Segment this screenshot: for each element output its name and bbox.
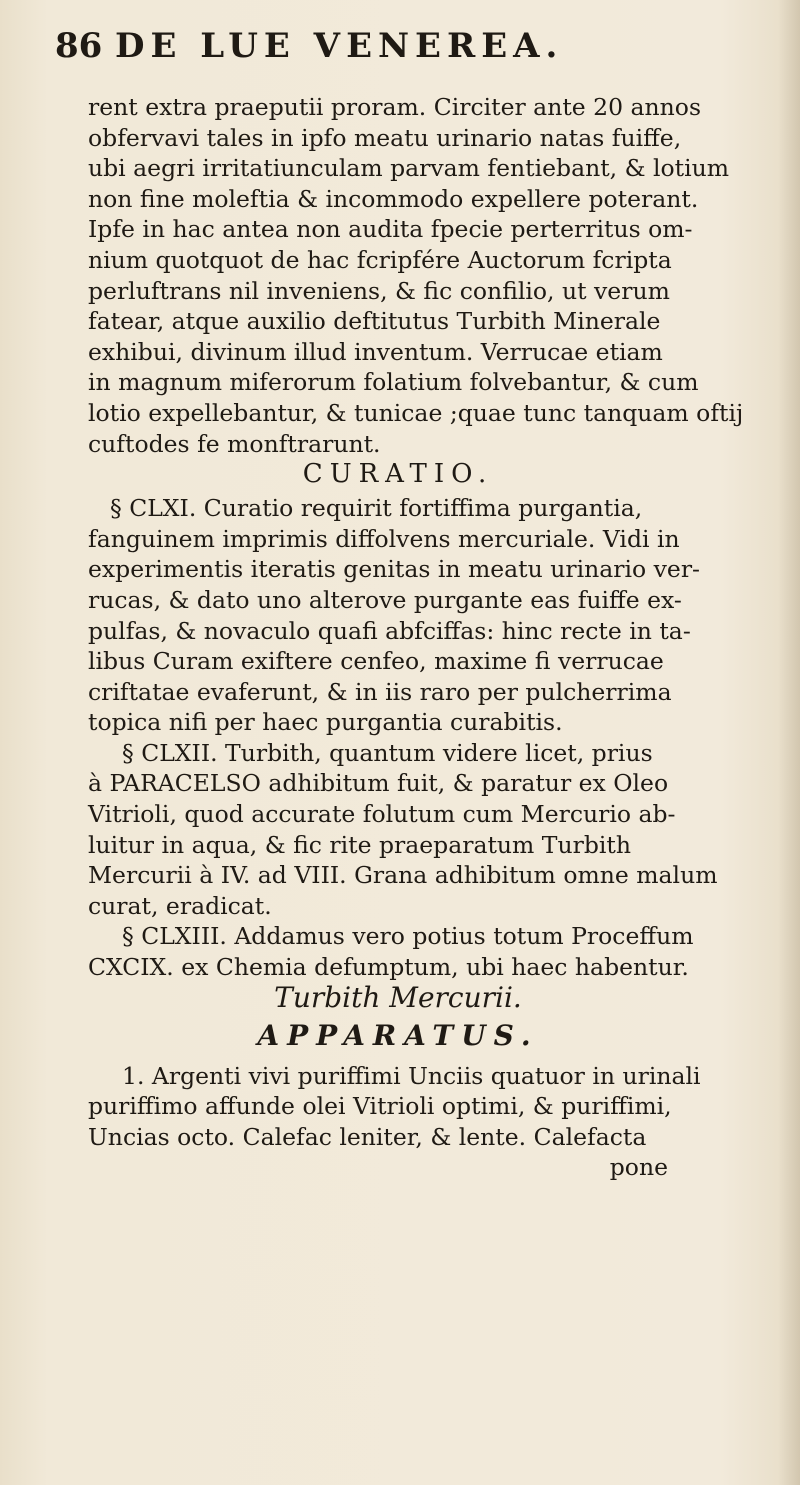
text-line: 1. Argenti vivi puriffimi Unciis quatuor in urinali [122,1061,701,1090]
subtitle-turbith-mercurii: Turbith Mercurii. [274,980,522,1014]
text-line: luitur in aqua, & fic rite praeparatum Turbith [88,830,631,859]
section-heading-curatio: CURATIO. [302,459,494,490]
text-line: puriffimo affunde olei Vitrioli optimi, & puriffimi, [88,1092,672,1121]
paragraph-4 [88,921,778,982]
text-line: à PARACELSO adhibitum fuit, & paratur ex Oleo [88,769,669,798]
text-line: Ipfe in hac antea non audita fpecie perterritus om- [88,215,693,244]
text-line: rucas, & dato uno alterove purgante eas fuiffe ex- [88,585,682,614]
text-line: in magnum miferorum folatium folvebantur, & cum [88,368,699,397]
catchword: pone [609,1153,668,1182]
text-line: lotio expellebantur, & tunicae ;quae tunc tanquam oftij [88,398,744,427]
text-line: cuftodes fe monftrarunt. [88,429,381,458]
page-gutter-shadow [778,0,800,1485]
body-text [88,92,778,1183]
text-line: obfervavi tales in ipfo meatu urinario natas fuiffe, [88,123,682,152]
text-line: curat, eradicat. [88,891,272,920]
text-line: § CLXIII. Addamus vero potius totum Proceffum [122,922,694,951]
text-line: Mercurii à IV. ad VIII. Grana adhibitum omne malum [88,861,718,890]
subtitle-apparatus: APPARATUS. [257,1018,539,1052]
paragraph-3 [88,738,778,922]
paragraph-2 [88,493,778,738]
text-line: fatear, atque auxilio deftitutus Turbith Minerale [88,307,661,336]
paragraph-5 [88,1061,778,1153]
text-line: Uncias octo. Calefac leniter, & lente. Calefacta [88,1122,647,1151]
text-line: rent extra praeputii proram. Circiter ante 20 annos [88,93,702,121]
text-line: experimentis iteratis genitas in meatu urinario ver- [88,555,700,584]
text-line: exhibui, divinum illud inventum. Verrucae etiam [88,337,663,366]
page-number: 86 [55,26,103,66]
text-line: libus Curam exiftere cenfeo, maxime fi verrucae [88,647,664,676]
text-line: non fine moleftia & incommodo expellere poterant. [88,184,699,213]
text-line: § CLXII. Turbith, quantum videre licet, prius [122,738,653,767]
text-line: criftatae evaferunt, & in iis raro per pulcherrima [88,677,672,706]
text-line: topica nifi per haec purgantia curabitis. [88,708,563,737]
text-line: pulfas, & novaculo quafi abfciffas: hinc recte in ta- [88,616,691,645]
text-line: ubi aegri irritatiunculam parvam fentiebant, & lotium [88,154,730,183]
running-head-title: DE LUE VENEREA. [115,26,564,66]
running-head [55,26,755,72]
paragraph-1 [88,92,778,459]
text-line: Vitrioli, quod accurate folutum cum Mercurio ab- [88,800,676,829]
text-line: § CLXI. Curatio requirit fortiffima purgantia, [110,494,643,523]
text-line: perluftrans nil inveniens, & fic confilio, ut verum [88,276,670,305]
text-line: fanguinem imprimis diffolvens mercuriale. Vidi in [88,524,680,553]
text-line: CXCIX. ex Chemia defumptum, ubi haec habentur. [88,953,689,982]
text-line: nium quotquot de hac fcripfére Auctorum fcripta [88,245,672,274]
